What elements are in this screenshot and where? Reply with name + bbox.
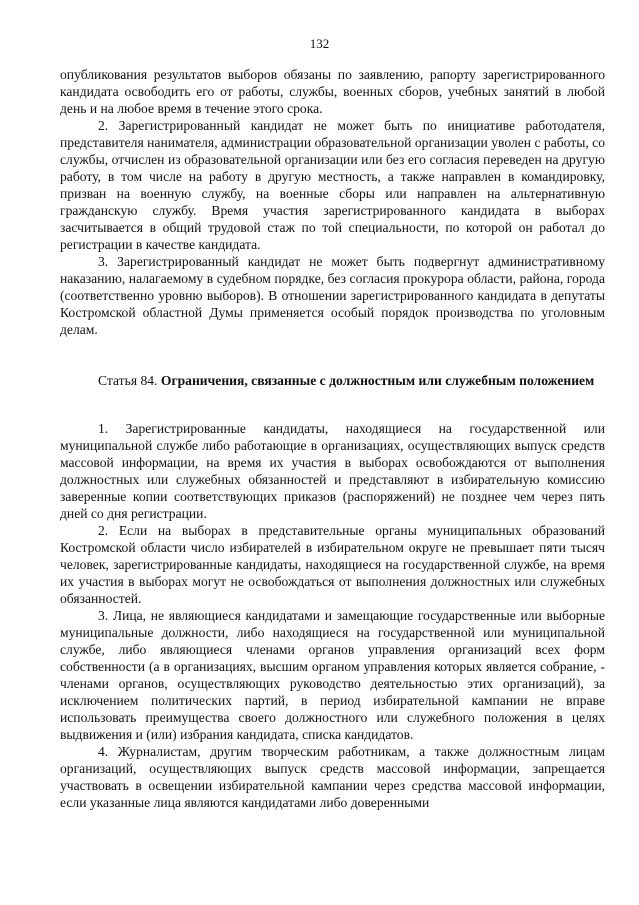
article-paragraph-2: 2. Если на выборах в представительные органы муниципальных образований Костромской области число избирателей в избирательном округе не превышает пяти тысяч человек, зарегистрированные кандидаты, находящиеся на государственной службе, на время их участия в выборах могут не освобождаться от выполнения должностных или служебных обязанностей. — [60, 523, 605, 606]
page-number: 132 — [309, 36, 330, 51]
article-title: Ограничения, связанные с должностным или служебным положением — [160, 373, 595, 388]
paragraph-2: 2. Зарегистрированный кандидат не может быть по инициативе работодателя, представителя нанимателя, администрации образовательной организации уволен с работы, со службы, отчислен из образовательной организации или без его согласия переведен на другую работу, в том числе на работу в другую местность, а также направлен в командировку, призван на военную службу, на военные сборы или направлен на альтернативную гражданскую службу. Время участия зарегистрированного кандидата в выборах засчитывается в общий трудовой стаж по той специальности, по которой он работал до регистрации в качестве кандидата. — [60, 118, 605, 252]
spacer — [60, 338, 605, 372]
spacer — [60, 389, 605, 420]
document-body — [60, 66, 605, 811]
paragraph-continuation: опубликования результатов выборов обязаны по заявлению, рапорту зарегистрированного кандидата освободить его от работы, службы, военных сборов, учебных занятий в любой день и на любое время в течение этого срока. — [60, 67, 605, 116]
article-paragraph-1: 1. Зарегистрированные кандидаты, находящиеся на государственной или муниципальной службе либо работающие в организациях, осуществляющих выпуск средств массовой информации, на время их участия в выборах освобождаются от выполнения должностных или служебных обязанностей и представляют в избирательную комиссию заверенные копии соответствующих приказов (распоряжений) не позднее чем через пять дней со дня регистрации. — [60, 421, 605, 521]
article-label: Статья 84. — [98, 373, 158, 388]
article-heading — [60, 372, 605, 389]
paragraph-3: 3. Зарегистрированный кандидат не может быть подвергнут административному наказанию, налагаемому в судебном порядке, без согласия прокурора области, района, города (соответственно уровню выборов). В отношении зарегистрированного кандидата в депутаты Костромской областной Думы применяется особый порядок производства по уголовным делам. — [60, 254, 605, 337]
article-paragraph-4: 4. Журналистам, другим творческим работникам, а также должностным лицам организаций, осуществляющих выпуск средств массовой информации, запрещается участвовать в освещении избирательной кампании через средства массовой информации, если указанные лица являются кандидатами либо доверенными — [60, 744, 605, 810]
article-paragraph-3: 3. Лица, не являющиеся кандидатами и замещающие государственные или выборные муниципальные должности, либо находящиеся на государственной или муниципальной службе, либо являющиеся членами органов управления организаций всех форм собственности (а в организациях, высшим органом управления которых является собрание, - членами органов, осуществляющих руководство деятельностью этих организаций), за исключением политических партий, в период избирательной кампании не вправе использовать преимущества своего должностного или служебного положения в целях выдвижения и (или) избрания кандидата, списка кандидатов. — [60, 608, 605, 742]
